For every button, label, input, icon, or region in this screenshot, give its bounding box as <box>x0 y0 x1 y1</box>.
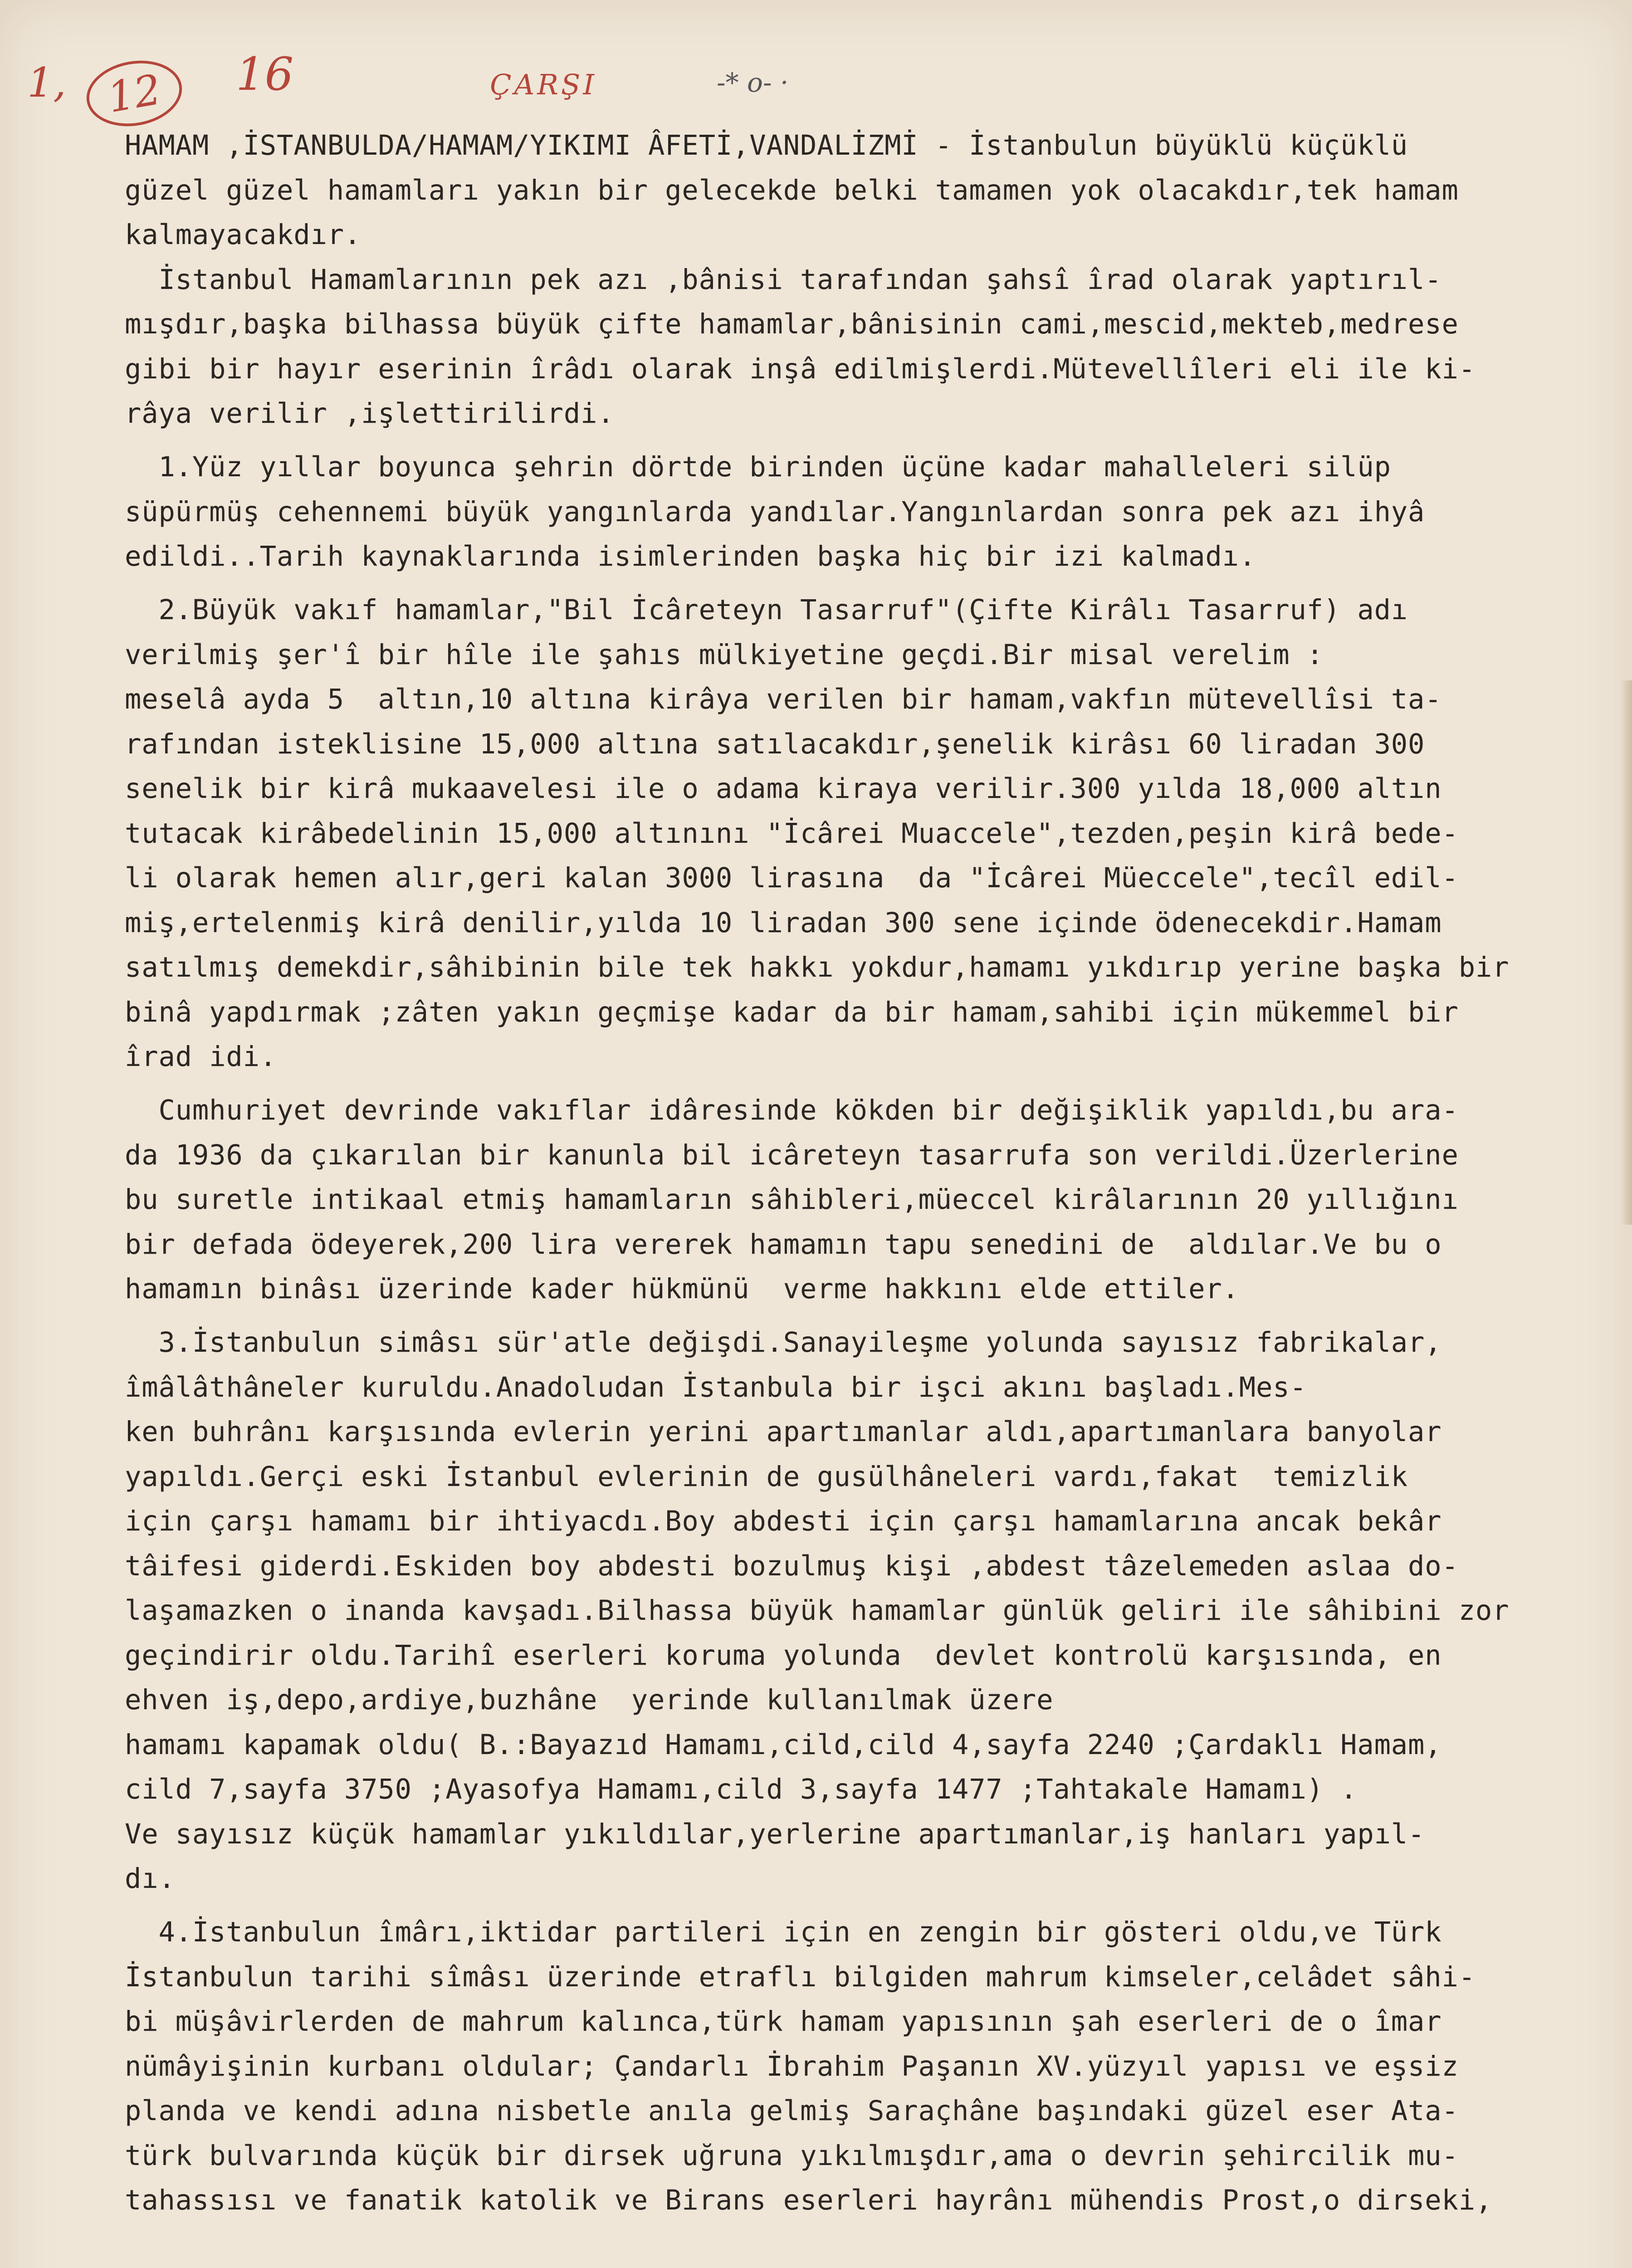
text-line: tâifesi giderdi.Eskiden boy abdesti bozulmuş kişi ,abdest tâzelemeden aslaa do- <box>125 1550 1459 1582</box>
text-line: rafından isteklisine 15,000 altına satılacakdır,şenelik kirâsı 60 liradan 300 <box>125 728 1425 760</box>
text-line: binâ yapdırmak ;zâten yakın geçmişe kadar da bir hamam,sahibi için mükemmel bir <box>125 996 1459 1028</box>
text-line: râya verilir ,işlettirilirdi. <box>125 398 615 430</box>
text-line: ehven iş,depo,ardiye,buzhâne yerinde kullanılmak üzere <box>125 1684 1054 1716</box>
text-line: bir defada ödeyerek,200 lira vererek hamamın tapu senedini de aldılar.Ve bu o <box>125 1228 1442 1261</box>
margin-mark: 1, <box>27 59 66 107</box>
text-line: geçindirir oldu.Tarihî eserleri koruma yolunda devlet kontrolü karşısında, en <box>125 1639 1442 1672</box>
text-line: senelik bir kirâ mukaavelesi ile o adama kiraya verilir.300 yılda 18,000 altın <box>125 773 1442 805</box>
text-line: tahassısı ve fanatik katolik ve Birans eserleri hayrânı mühendis Prost,o dirseki, <box>125 2185 1493 2216</box>
typewritten-body <box>125 123 1594 2223</box>
text-line: mışdır,başka bilhassa büyük çifte hamamlar,bânisinin cami,mescid,mekteb,medrese <box>125 308 1459 340</box>
text-line: planda ve kendi adına nisbetle anıla gelmiş Saraçhâne başındaki güzel eser Ata- <box>125 2095 1459 2127</box>
text-line: 3.İstanbulun simâsı sür'atle değişdi.Sanayileşme yolunda sayısız fabrikalar, <box>125 1327 1442 1359</box>
text-line: edildi..Tarih kaynaklarında isimlerinden başka hiç bir izi kalmadı. <box>125 541 1256 572</box>
text-line: Ve sayısız küçük hamamlar yıkıldılar,yerlerine apartımanlar,iş hanları yapıl- <box>125 1818 1425 1850</box>
text-line: miş,ertelenmiş kirâ denilir,yılda 10 liradan 300 sene içinde ödenecekdir.Hamam <box>125 907 1442 939</box>
text-line: türk bulvarında küçük bir dirsek uğruna yıkılmışdır,ama o devrin şehircilik mu- <box>125 2140 1459 2172</box>
text-line: cild 7,sayfa 3750 ;Ayasofya Hamamı,cild 3,sayfa 1477 ;Tahtakale Hamamı) . <box>125 1774 1358 1805</box>
pencil-marks: -* o- · <box>717 67 789 98</box>
text-line: hamamı kapamak oldu( B.:Bayazıd Hamamı,cild,cild 4,sayfa 2240 ;Çardaklı Hamam, <box>125 1729 1442 1761</box>
text-line: da 1936 da çıkarılan bir kanunla bil icâreteyn tasarrufa son verildi.Üzerlerine <box>125 1139 1459 1171</box>
text-line: satılmış demekdir,sâhibinin bile tek hakkı yokdur,hamamı yıkdırıp yerine başka bir <box>125 952 1510 983</box>
text-line: HAMAM ,İSTANBULDA/HAMAM/YIKIMI ÂFETİ,VANDALİZMİ - İstanbulun büyüklü küçüklü <box>125 130 1408 161</box>
page-number: 16 <box>236 48 294 101</box>
text-line: laşamazken o inanda kavşadı.Bilhassa büyük hamamlar günlük geliri ile sâhibini zor <box>125 1595 1510 1627</box>
text-line: kalmayacakdır. <box>125 219 362 251</box>
text-line: îmâlâthâneler kuruldu.Anadoludan İstanbula bir işci akını başladı.Mes- <box>125 1371 1307 1403</box>
circled-page-number: 12 <box>81 54 187 134</box>
text-line: bu suretle intikaal etmiş hamamların sâhibleri,müeccel kirâlarının 20 yıllığını <box>125 1184 1459 1216</box>
text-line: ken buhrânı karşısında evlerin yerini apartımanlar aldı,apartımanlara banyolar <box>125 1416 1442 1448</box>
text-line: Cumhuriyet devrinde vakıflar idâresinde kökden bir değişiklik yapıldı,bu ara- <box>125 1095 1459 1126</box>
text-line: bi müşâvirlerden de mahrum kalınca,türk hamam yapısının şah eserleri de o îmar <box>125 2006 1442 2038</box>
text-line: 4.İstanbulun îmârı,iktidar partileri için en zengin bir gösteri oldu,ve Türk <box>125 1916 1442 1948</box>
text-line: nümâyişinin kurbanı oldular; Çandarlı İbrahim Paşanın XV.yüzyıl yapısı ve eşsiz <box>125 2050 1459 2082</box>
text-line: gibi bir hayır eserinin îrâdı olarak inşâ edilmişlerdi.Mütevellîleri eli ile ki- <box>125 353 1476 385</box>
text-line: 1.Yüz yıllar boyunca şehrin dörtde birinden üçüne kadar mahalleleri silüp <box>125 451 1391 483</box>
text-line: îrad idi. <box>125 1041 277 1073</box>
text-line: verilmiş şer'î bir hîle ile şahıs mülkiyetine geçdi.Bir misal verelim : <box>125 639 1324 671</box>
text-line: dı. <box>125 1863 176 1895</box>
text-line: li olarak hemen alır,geri kalan 3000 lirasına da "İcârei Müeccele",tecîl edil- <box>125 862 1459 894</box>
text-line: İstanbul Hamamlarının pek azı ,bânisi tarafından şahsî îrad olarak yaptırıl- <box>125 264 1442 296</box>
text-line: güzel güzel hamamları yakın bir gelecekde belki tamamen yok olacakdır,tek hamam <box>125 174 1459 206</box>
text-line: yapıldı.Gerçi eski İstanbul evlerinin de gusülhâneleri vardı,fakat temizlik <box>125 1461 1408 1493</box>
text-line: tutacak kirâbedelinin 15,000 altınını "İcârei Muaccele",tezden,peşin kirâ bede- <box>125 817 1459 850</box>
handwritten-heading-note: ÇARŞI <box>490 68 597 101</box>
text-line: 2.Büyük vakıf hamamlar,"Bil İcâreteyn Tasarruf"(Çifte Kirâlı Tasarruf) adı <box>125 594 1408 626</box>
text-line: için çarşı hamamı bir ihtiyacdı.Boy abdesti için çarşı hamamlarına ancak bekâr <box>125 1505 1442 1537</box>
text-line: süpürmüş cehennemi büyük yangınlarda yandılar.Yangınlardan sonra pek azı ihyâ <box>125 496 1425 528</box>
text-line: meselâ ayda 5 altın,10 altına kirâya verilen bir hamam,vakfın mütevellîsi ta- <box>125 684 1442 715</box>
paper-stain <box>1620 680 1632 1225</box>
text-line: hamamın binâsı üzerinde kader hükmünü verme hakkını elde ettiler. <box>125 1273 1239 1305</box>
text-line: İstanbulun tarihi sîmâsı üzerinde etraflı bilgiden mahrum kimseler,celâdet sâhi- <box>125 1961 1476 1993</box>
